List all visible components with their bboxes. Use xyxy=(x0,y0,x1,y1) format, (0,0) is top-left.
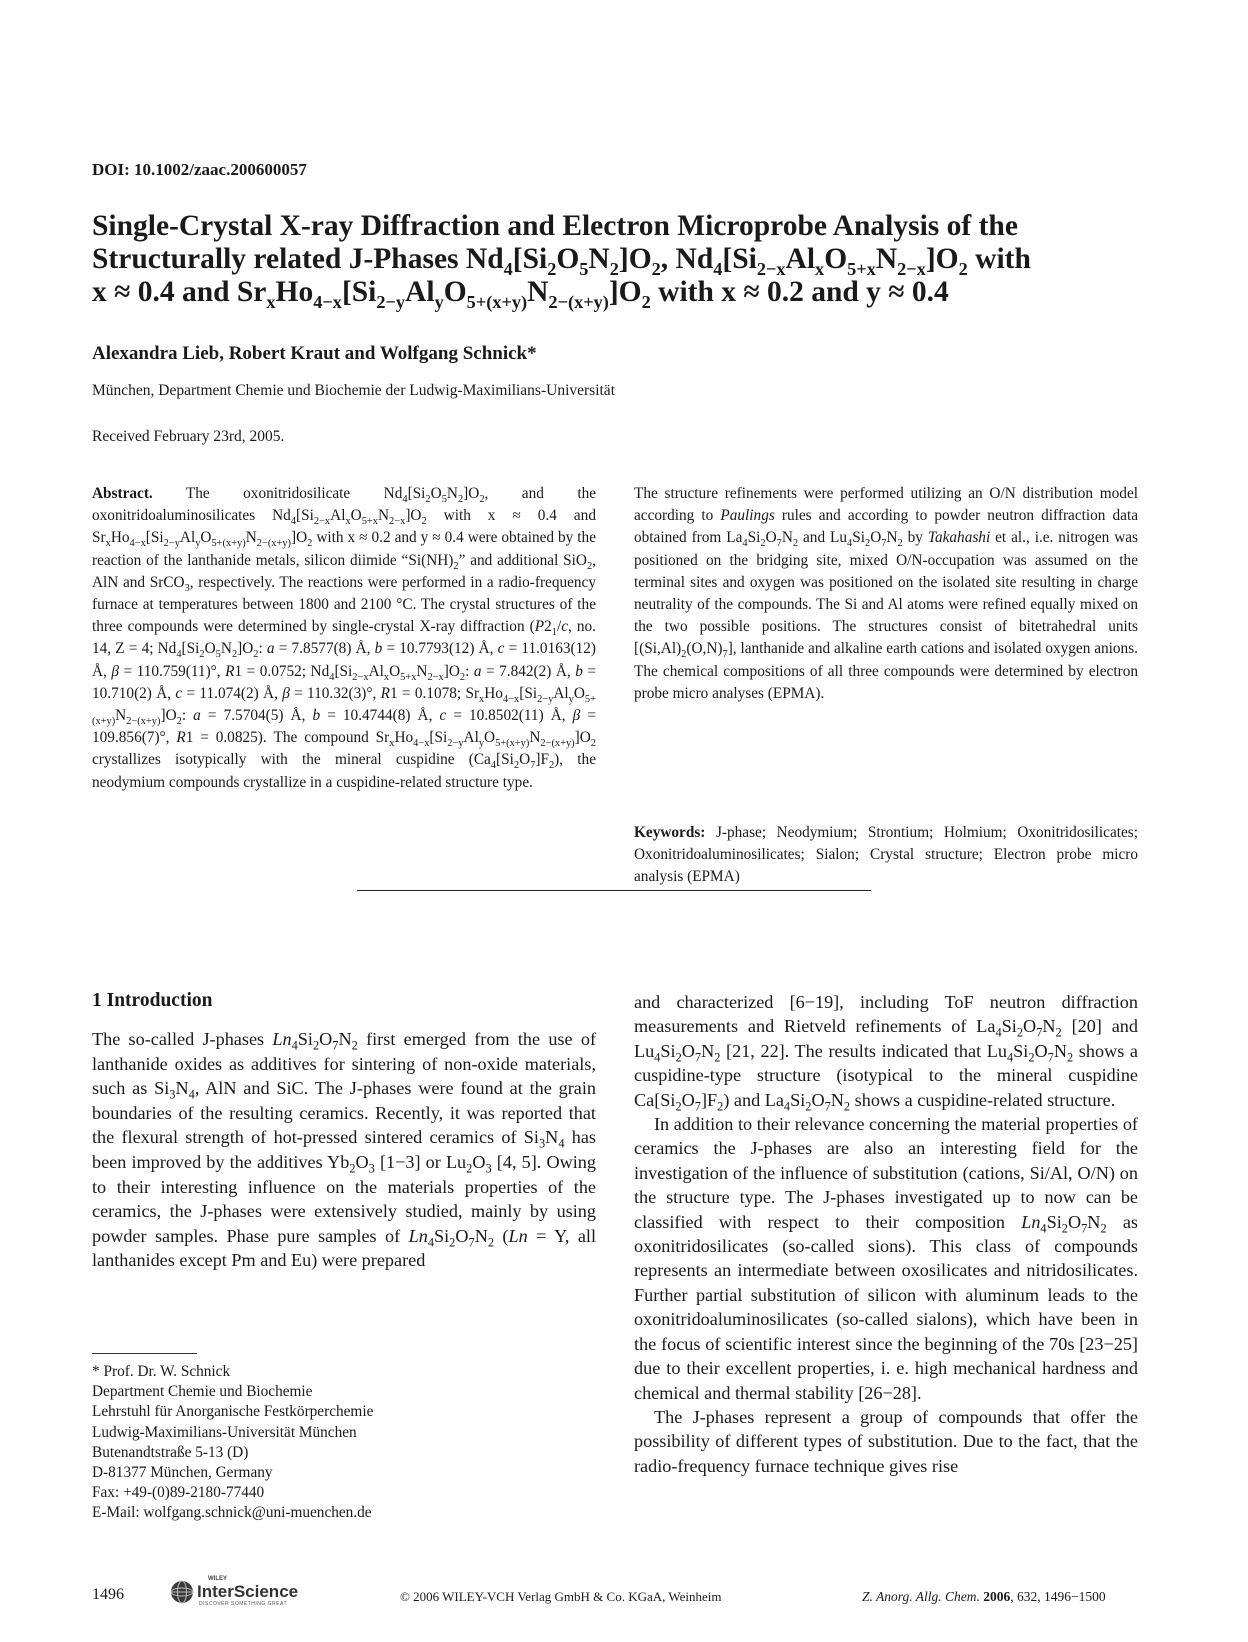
journal-pages: , 632, 1496−1500 xyxy=(1010,1589,1106,1604)
journal-citation xyxy=(862,1589,1106,1605)
section-heading-introduction: 1 Introduction xyxy=(92,990,213,1011)
keywords-text: J-phase; Neodymium; Strontium; Holmium; Oxonitridosilicates; Oxonitridoaluminosilicates; Sialon; Crystal structure; Electron probe micro analysis (EPMA) xyxy=(634,824,1138,886)
footnote-email[interactable]: E-Mail: wolfgang.schnick@uni-muenchen.de xyxy=(92,1504,372,1522)
svg-text:InterScience: InterScience xyxy=(197,1582,299,1601)
received-date: Received February 23rd, 2005. xyxy=(92,428,285,445)
footnote-line: Butenandtstraße 5-13 (D) xyxy=(92,1443,249,1461)
journal-name: Z. Anorg. Allg. Chem. xyxy=(862,1589,980,1604)
title-line-3: x ≈ 0.4 and $Sr_xHo_{4-x}[Si_{2-y}Al_yO_{5+(x+y)}N_{2-(x+y)}]O_2$ with x ≈ 0.2 and y ≈ 0.4 xyxy=(92,276,949,312)
footnote-line: Department Chemie und Biochemie xyxy=(92,1383,313,1401)
page-number: 1496 xyxy=(92,1586,124,1603)
intro-paragraph: and characterized [6−19], including ToF neutron diffraction measurements and Rietveld refinements of $La_4Si_2O_7N_2$ [20] and $Lu_4Si_2O_7N_2$ [21, 22]. The results indicated that $Lu_4Si_2O_7N_2$ shows a cuspidine-type structure (isotypical to the mineral cuspidine $Ca[Si_2O_7]F_2$) and $La_4Si_2O_7N_2$ shows a cuspidine-related structure. xyxy=(634,992,1138,1114)
keywords-label: Keywords: xyxy=(634,824,706,841)
introduction-right-column xyxy=(634,990,1138,1478)
interscience-globe-icon xyxy=(166,1572,336,1612)
svg-text:WILEY: WILEY xyxy=(208,1576,227,1582)
copyright-notice: © 2006 WILEY-VCH Verlag GmbH & Co. KGaA, Weinheim xyxy=(400,1589,722,1604)
title-line-2: Structurally related J-Phases $Nd_4[Si_2O_5N_2]O_2$, $Nd_4[Si_{2-x}Al_xO_{5+x}N_{2-x}]O_2$ with xyxy=(92,243,1031,279)
abstract-label: Abstract. xyxy=(92,485,153,502)
footnote-line: Ludwig-Maximilians-Universität München xyxy=(92,1423,357,1441)
keywords xyxy=(634,822,1138,889)
journal-year: 2006 xyxy=(983,1589,1011,1604)
article-title xyxy=(92,210,1162,312)
affiliation: München, Department Chemie und Biochemie der Ludwig-Maximilians-Universität xyxy=(92,382,615,399)
abstract-left-column: Abstract. The oxonitridosilicate $Nd_4[Si_2O_5N_2]O_2$, and the oxonitridoaluminosilicates $Nd_4[Si_{2-x}Al_xO_{5+x}N_{2-x}]O_2$ with x ≈ 0.4 and $Sr_xHo_{4-x}[Si_{2-y}Al_yO_{5+(x+y)}N_{2-(x+y)}]O_2$ with x ≈ 0.2 and y ≈ 0.4 were obtained by the reaction of the lanthanide metals, silicon diimide “$Si(NH)_2$” and additional SiO$_2$, AlN and SrCO$_3$, respectively. The reactions were performed in a radio-frequency furnace at temperatures between 1800 and 2100 °C. The crystal structures of the three compounds were determined by single-crystal X-ray diffraction ($P2_1/c$, no. 14, Z = 4; $Nd_4[Si_2O_5N_2]O_2$: a = 7.8577(8) Å, b = 10.7793(12) Å, c = 11.0163(12) Å, β = 110.759(11)°, R1 = 0.0752; $Nd_4[Si_{2-x}Al_xO_{5+x}N_{2-x}]O_2$: a = 7.842(2) Å, b = 10.710(2) Å, c = 11.074(2) Å, β = 110.32(3)°, R1 = 0.1078; $Sr_xHo_{4-x}[Si_{2-y}Al_yO_{5+(x+y)}N_{2-(x+y)}]O_2$: a = 7.5704(5) Å, b = 10.4744(8) Å, c = 10.8502(11) Å, β = 109.856(7)°, R1 = 0.0825). The compound $Sr_xHo_{4-x}[Si_{2-y}Al_yO_{5+(x+y)}N_{2-(x+y)}]O_2$ crystallizes isotypically with the mineral cuspidine $(Ca_4[Si_2O_7]F_2)$, the neodymium compounds crystallize in a cuspidine-related structure type. xyxy=(92,485,597,791)
footnote-line: Lehrstuhl für Anorganische Festkörperchemie xyxy=(92,1403,374,1421)
interscience-logo xyxy=(166,1572,336,1612)
authors: Alexandra Lieb, Robert Kraut and Wolfgang Schnick* xyxy=(92,343,537,364)
corresponding-author-footnote xyxy=(92,1362,572,1524)
doi: DOI: 10.1002/zaac.200600057 xyxy=(92,160,307,179)
svg-text:DISCOVER SOMETHING GREAT: DISCOVER SOMETHING GREAT xyxy=(199,1601,288,1607)
title-line-1: Single-Crystal X-ray Diffraction and Electron Microprobe Analysis of the xyxy=(92,210,1018,242)
intro-paragraph: In addition to their relevance concerning the material properties of ceramics the J-phases are also an interesting field for the investigation of the influence of substitution (cations, Si/Al, O/N) on the structure type. The J-phases investigated up to now can be classified with respect to their composition $Ln_4Si_2O_7N_2$ as oxonitridosilicates (so-called sions). This class of compounds represents an intermediate between oxosilicates and nitridosilicates. Further partial substitution of silicon with aluminum leads to the oxonitridoaluminosilicates (so-called sialons), which have been in the focus of scientific interest since the beginning of the 70s [23−25] due to their excellent properties, i. e. high mechanical hardness and chemical and thermal stability [26−28]. xyxy=(634,1114,1138,1403)
footnote-rule xyxy=(92,1353,197,1354)
intro-paragraph: The J-phases represent a group of compounds that offer the possibility of different types of substitution. Due to the fact, that the radio-frequency furnace technique gives rise xyxy=(634,1406,1138,1476)
section-divider xyxy=(357,890,871,891)
footnote-line: D-81377 München, Germany xyxy=(92,1464,273,1482)
introduction-left-column: The so-called J-phases $Ln_4Si_2O_7N_2$ first emerged from the use of lanthanide oxides as additives for sintering of non-oxide materials, such as $Si_3N_4$, AlN and SiC. The J-phases were found at the grain boundaries of the resulting ceramics. Recently, it was reported that the flexural strength of hot-pressed sintered ceramics of $Si_3N_4$ has been improved by the additives $Yb_2O_3$ [1−3] or $Lu_2O_3$ [4, 5]. Owing to their interesting influence on the materials properties of the ceramics, the J-phases were extensively studied, mainly by using powder samples. Phase pure samples of $Ln_4Si_2O_7N_2$ (Ln = Y, all lanthanides except Pm and Eu) were prepared xyxy=(92,1029,597,1271)
footnote-line: Fax: +49-(0)89-2180-77440 xyxy=(92,1484,265,1502)
footnote-line: * Prof. Dr. W. Schnick xyxy=(92,1363,231,1380)
abstract-right-column: The structure refinements were performed utilizing an O/N distribution model according to Paulings rules and according to powder neutron diffraction data obtained from $La_4Si_2O_7N_2$ and $Lu_4Si_2O_7N_2$ by Takahashi et al., i.e. nitrogen was positioned on the bridging site, mixed O/N-occupation was assumed on the terminal sites and oxygen was positioned on the isolated site resulting in charge neutrality of the compounds. The Si and Al atoms were refined equally mixed on the two possible positions. The structures consist of bitetrahedral units $[(Si,Al)_2(O,N)_7]$, lanthanide and alkaline earth cations and isolated oxygen anions. The chemical compositions of all three compounds were determined by electron probe micro analyses (EPMA). xyxy=(634,485,1138,702)
